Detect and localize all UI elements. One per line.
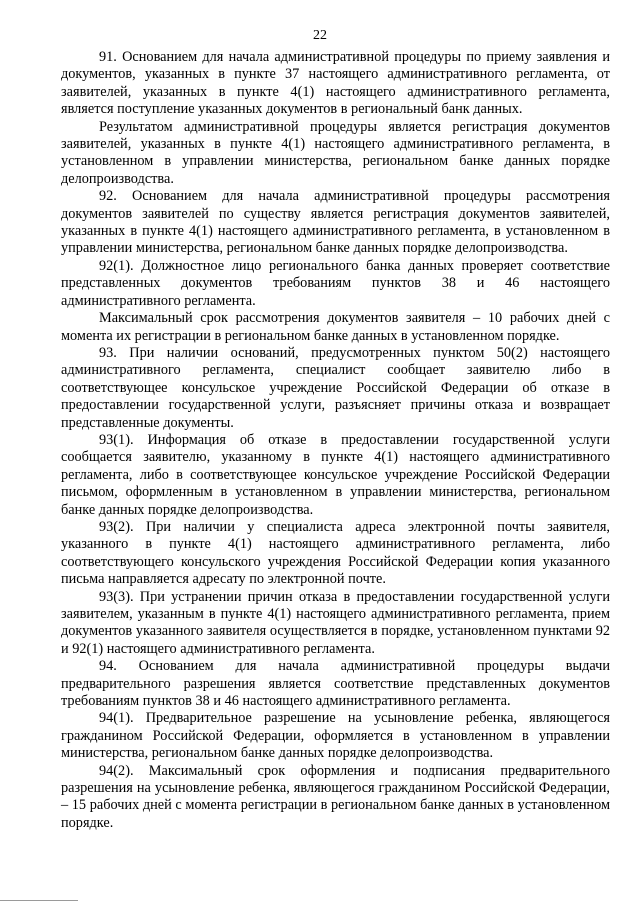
paragraph-93-1: 93(1). Информация об отказе в предоставлении государственной услуги сообщается заявителю, указанному в пункте 4(1) настоящего административного регламента, либо в соответствующее консульское учреждение Российской Федерации письмом, оформленным в установленном в управлении министерства, региональном банке данных порядке делопроизводства. — [61, 431, 610, 518]
document-body — [61, 49, 610, 832]
paragraph-93: 93. При наличии оснований, предусмотренных пунктом 50(2) настоящего административного регламента, специалист сообщает заявителю либо в соответствующее консульское учреждение Российской Федерации об отказе в предоставлении государственной услуги, разъясняет причины отказа и возвращает представленные документы. — [61, 344, 610, 431]
footer-rule — [0, 900, 78, 901]
paragraph-92-1-term: Максимальный срок рассмотрения документов заявителя – 10 рабочих дней с момента их регистрации в региональном банке данных в установленном порядке. — [61, 310, 610, 344]
paragraph-93-3: 93(3). При устранении причин отказа в предоставлении государственной услуги заявителем, указанным в пункте 4(1) настоящего административного регламента, прием документов указанного заявителя осуществляется в порядке, установленном пунктами 92 и 92(1) настоящего административного регламента. — [61, 588, 610, 657]
page-number: 22 — [313, 28, 327, 43]
paragraph-94-2: 94(2). Максимальный срок оформления и подписания предварительного разрешения на усыновление ребенка, являющегося гражданином Российской Федерации, – 15 рабочих дней с момента регистрации в региональном банке данных в установленном порядке. — [61, 762, 610, 831]
paragraph-91-result: Результатом административной процедуры является регистрация документов заявителей, указанных в пункте 4(1) настоящего административного регламента, в установленном в управлении министерства, региональном банке данных порядке делопроизводства. — [61, 118, 610, 187]
paragraph-92: 92. Основанием для начала административной процедуры рассмотрения документов заявителей по существу является регистрация документов заявителей, указанных в пункте 4(1) настоящего административного регламента, в установленном в управлении министерства, региональном банке данных порядке делопроизводства. — [61, 188, 610, 257]
paragraph-91: 91. Основанием для начала административной процедуры по приему заявления и документов, указанных в пункте 37 настоящего административного регламента, от заявителей, указанных в пункте 4(1) настоящего административного регламента, является поступление указанных документов в региональный банк данных. — [61, 49, 610, 118]
paragraph-93-2: 93(2). При наличии у специалиста адреса электронной почты заявителя, указанного в пункте 4(1) настоящего административного регламента, либо соответствующего консульского учреждения Российской Федерации копия указанного письма направляется адресату по электронной почте. — [61, 518, 610, 588]
paragraph-92-1: 92(1). Должностное лицо регионального банка данных проверяет соответствие представленных документов требованиям пунктов 38 и 46 настоящего административного регламента. — [61, 257, 610, 309]
paragraph-94-1: 94(1). Предварительное разрешение на усыновление ребенка, являющегося гражданином Российской Федерации, оформляется в установленном в управлении министерства, региональном банке данных порядке делопроизводства. — [61, 710, 610, 762]
paragraph-94: 94. Основанием для начала административной процедуры выдачи предварительного разрешения является соответствие представленных документов требованиям пунктов 38 и 46 настоящего административного регламента. — [61, 658, 610, 710]
